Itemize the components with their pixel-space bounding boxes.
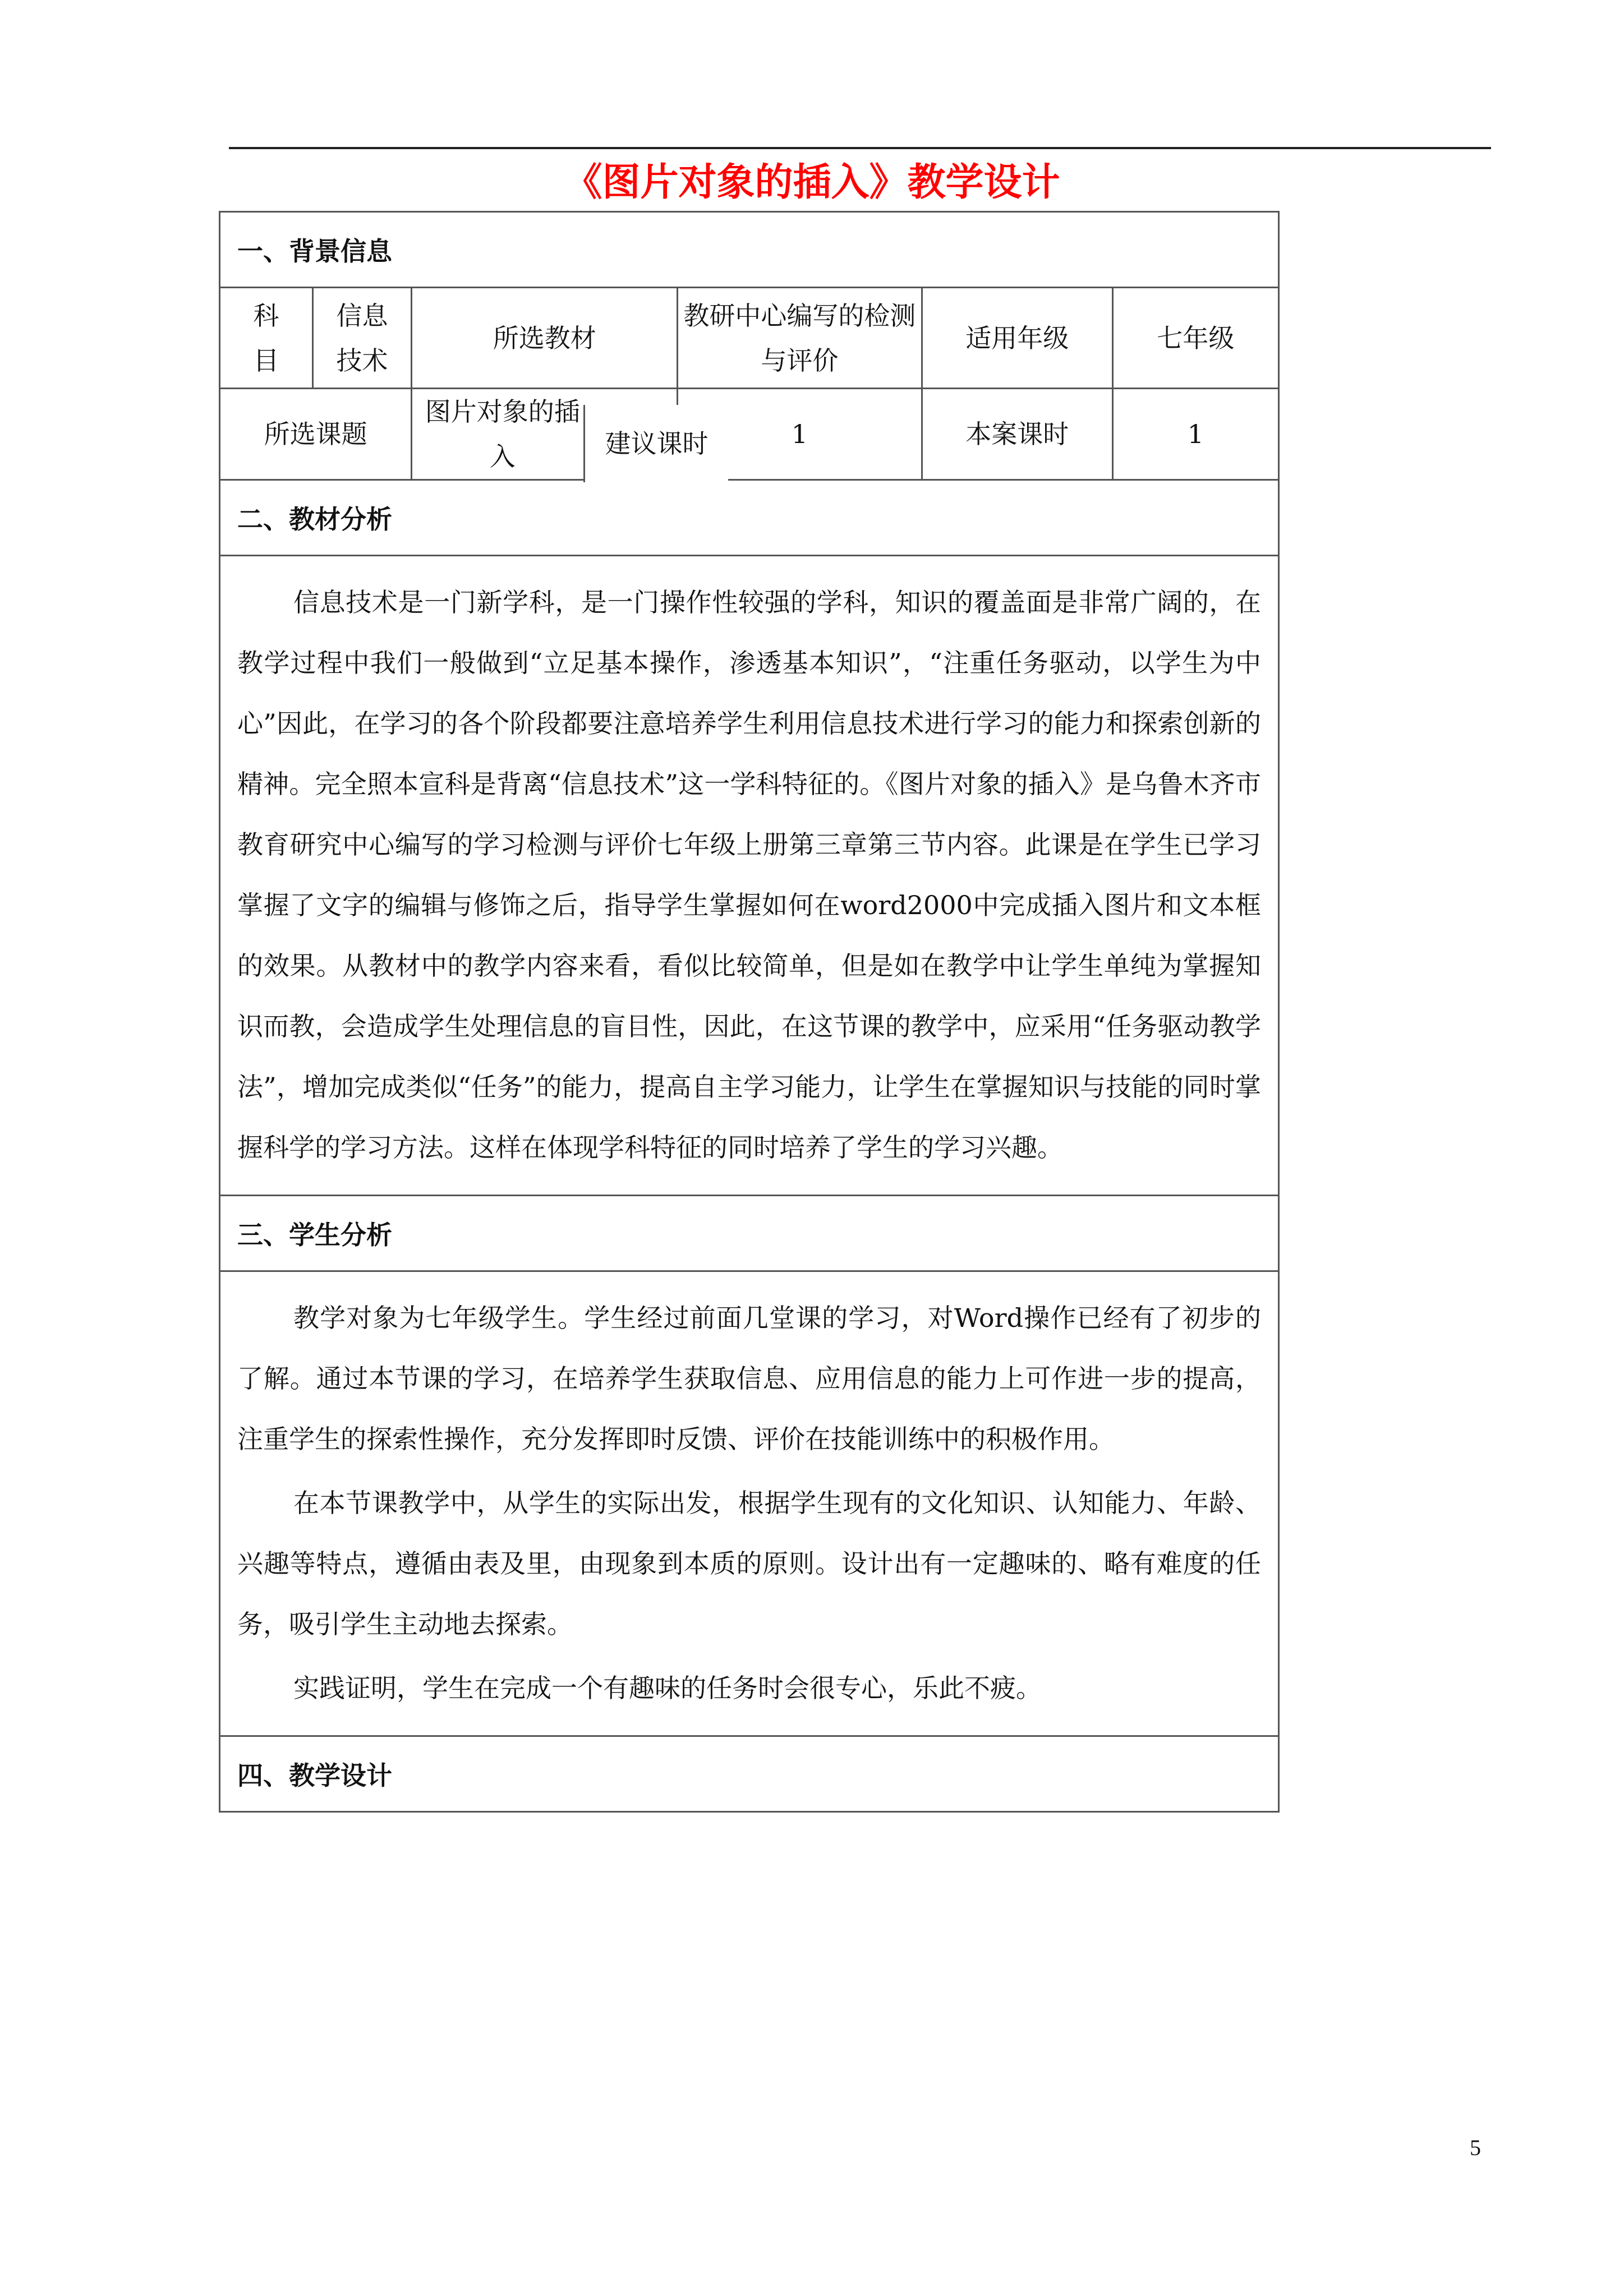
page-number: 5 bbox=[1470, 2135, 1481, 2160]
textbook-label: 所选教材 bbox=[412, 288, 678, 389]
student-analysis-paragraph-1: 教学对象为七年级学生。学生经过前面几堂课的学习，对Word操作已经有了初步的了解。通过本节课的学习，在培养学生获取信息、应用信息的能力上可作进一步的提高，注重学生的探索性操作，充分发挥即时反馈、评价在技能训练中的积极作用。 bbox=[237, 1303, 1261, 1454]
page-title: 《图片对象的插入》教学设计 bbox=[564, 160, 1060, 205]
student-analysis-body bbox=[220, 1271, 1279, 1736]
subject-value: 信息技术 bbox=[312, 288, 412, 389]
suggested-hours-label: 建议课时 bbox=[583, 405, 728, 482]
student-analysis-paragraph-3: 实践证明，学生在完成一个有趣味的任务时会很专心，乐此不疲。 bbox=[293, 1673, 1042, 1703]
student-analysis-paragraph-2: 在本节课教学中，从学生的实际出发，根据学生现有的文化知识、认知能力、年龄、兴趣等特点，遵循由表及里，由现象到本质的原则。设计出有一定趣味的、略有难度的任务，吸引学生主动地去探索。 bbox=[237, 1488, 1261, 1639]
section-heading-student-analysis: 三、学生分析 bbox=[220, 1196, 1279, 1271]
case-hours-label: 本案课时 bbox=[922, 389, 1112, 480]
topic-label: 所选课题 bbox=[220, 389, 412, 480]
header-rule bbox=[229, 147, 1491, 149]
textbook-value: 教研中心编写的检测与评价 bbox=[678, 288, 922, 389]
suggested-hours-value: 1 bbox=[678, 389, 922, 480]
section-heading-background: 一、背景信息 bbox=[220, 212, 1279, 288]
subject-label: 科目 bbox=[220, 288, 313, 389]
case-hours-value: 1 bbox=[1112, 389, 1278, 480]
grade-value: 七年级 bbox=[1112, 288, 1278, 389]
grade-label: 适用年级 bbox=[922, 288, 1112, 389]
material-analysis-body bbox=[220, 556, 1279, 1196]
section-heading-teaching-design: 四、教学设计 bbox=[220, 1736, 1279, 1812]
section-heading-material-analysis: 二、教材分析 bbox=[220, 480, 1279, 556]
lesson-plan-table bbox=[219, 211, 1280, 1813]
material-analysis-paragraph: 信息技术是一门新学科，是一门操作性较强的学科，知识的覆盖面是非常广阔的，在教学过程中我们一般做到“立足基本操作，渗透基本知识”，“注重任务驱动，以学生为中心”因此，在学习的各个阶段都要注意培养学生利用信息技术进行学习的能力和探索创新的精神。完全照本宣科是背离“信息技术”这一学科特征的。《图片对象的插入》是乌鲁木齐市教育研究中心编写的学习检测与评价七年级上册第三章第三节内容。此课是在学生已学习掌握了文字的编辑与修饰之后，指导学生掌握如何在word2000中完成插入图片和文本框的效果。从教材中的教学内容来看，看似比较简单，但是如在教学中让学生单纯为掌握知识而教，会造成学生处理信息的盲目性，因此，在这节课的教学中，应采用“任务驱动教学法”，增加完成类似“任务”的能力，提高自主学习能力，让学生在掌握知识与技能的同时掌握科学的学习方法。这样在体现学科特征的同时培养了学生的学习兴趣。 bbox=[237, 587, 1261, 1163]
topic-value: 图片对象的插入 bbox=[412, 389, 678, 480]
